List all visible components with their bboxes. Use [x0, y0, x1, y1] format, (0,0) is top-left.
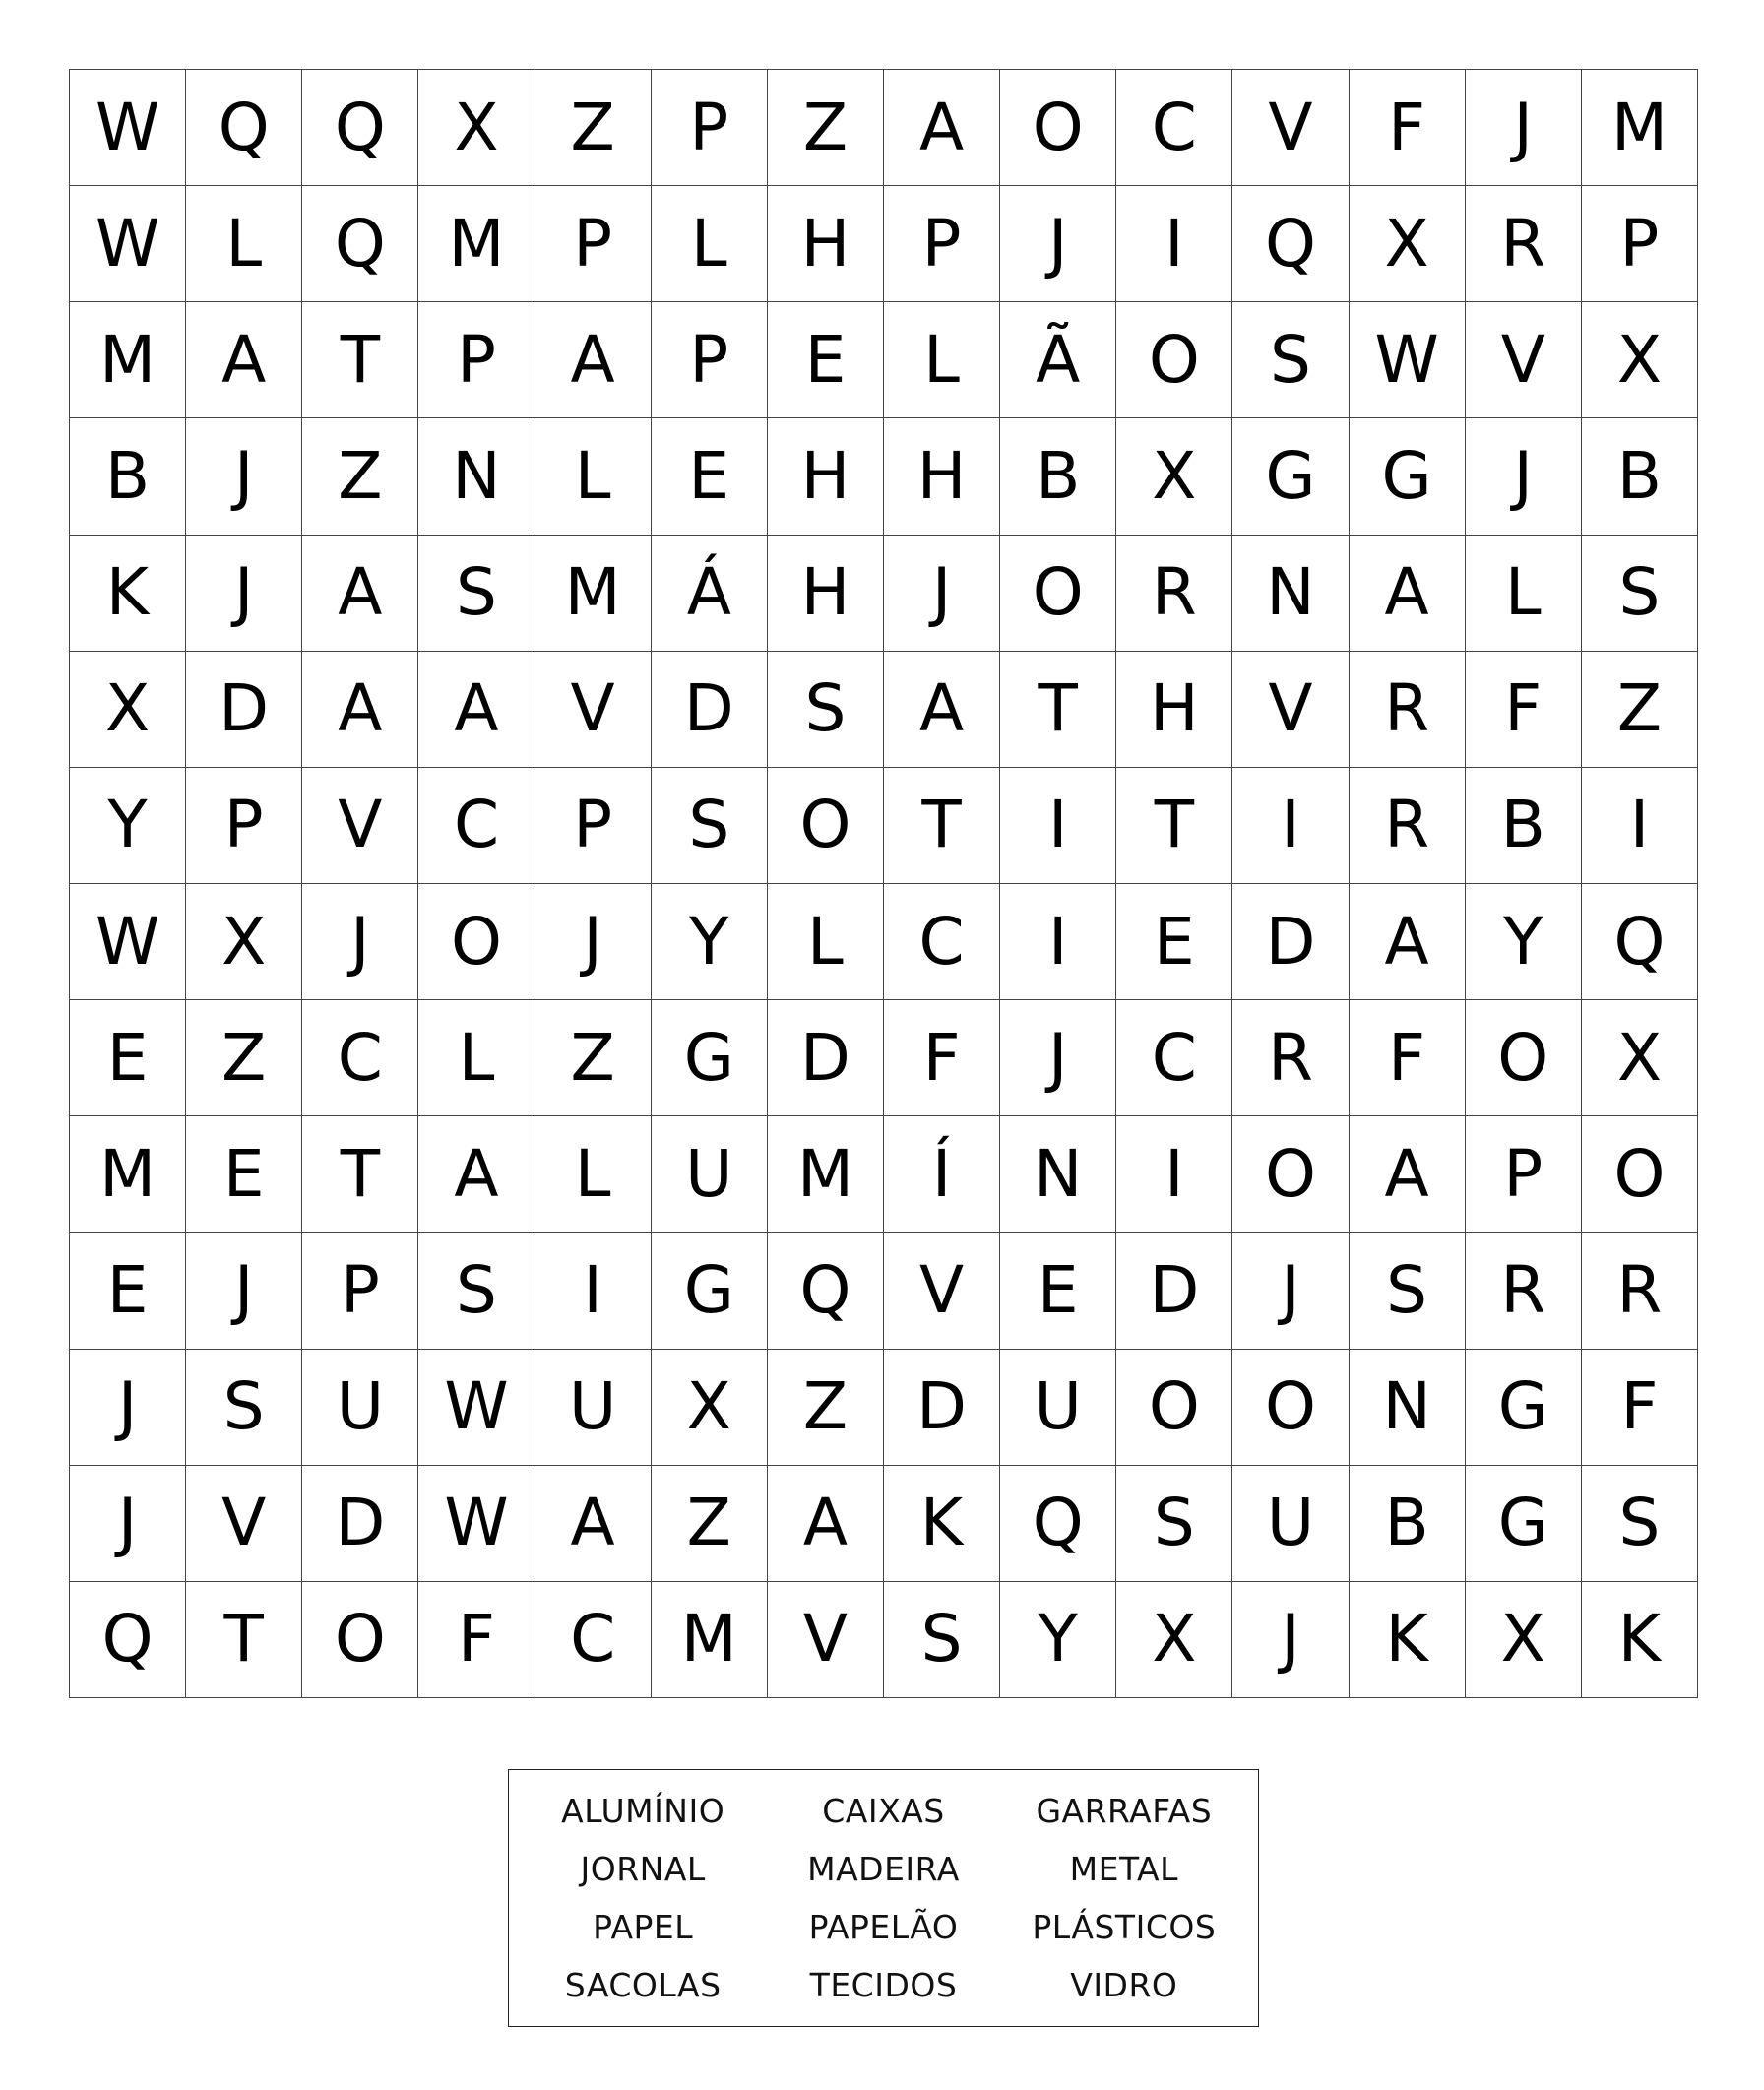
grid-cell[interactable]: T [302, 1116, 418, 1233]
grid-cell[interactable]: T [1116, 768, 1232, 884]
grid-cell[interactable]: D [1232, 884, 1349, 1000]
grid-cell[interactable]: X [1116, 418, 1232, 535]
grid-cell[interactable]: L [1466, 536, 1582, 652]
grid-cell[interactable]: R [1350, 768, 1466, 884]
grid-cell[interactable]: J [186, 536, 302, 652]
grid-cell[interactable]: X [186, 884, 302, 1000]
grid-cell[interactable]: S [884, 1582, 1000, 1698]
grid-cell[interactable]: Z [536, 70, 652, 186]
grid-cell[interactable]: O [1116, 302, 1232, 418]
grid-cell[interactable]: D [652, 652, 768, 768]
grid-cell[interactable]: Q [1232, 186, 1349, 302]
grid-cell[interactable]: P [1582, 186, 1698, 302]
grid-cell[interactable]: O [1000, 70, 1116, 186]
grid-cell[interactable]: K [1582, 1582, 1698, 1698]
word-search-grid [69, 69, 1698, 1698]
grid-cell[interactable]: Á [652, 536, 768, 652]
grid-cell[interactable]: Q [302, 70, 418, 186]
grid-cell[interactable]: V [768, 1582, 884, 1698]
grid-cell[interactable]: Q [70, 1582, 186, 1698]
grid-cell[interactable]: A [302, 652, 418, 768]
grid-cell[interactable]: G [1466, 1350, 1582, 1466]
grid-cell[interactable]: Z [768, 70, 884, 186]
grid-cell[interactable]: J [302, 884, 418, 1000]
grid-cell[interactable]: A [302, 536, 418, 652]
grid-cell[interactable]: O [1232, 1350, 1349, 1466]
grid-cell[interactable]: A [418, 652, 535, 768]
grid-cell[interactable]: P [536, 768, 652, 884]
grid-cell[interactable]: H [1116, 652, 1232, 768]
grid-cell[interactable]: V [302, 768, 418, 884]
grid-cell[interactable]: X [1116, 1582, 1232, 1698]
grid-cell[interactable]: A [536, 1466, 652, 1582]
grid-cell[interactable]: Z [1582, 652, 1698, 768]
grid-cell[interactable]: F [1350, 70, 1466, 186]
grid-cell[interactable]: T [186, 1582, 302, 1698]
grid-cell[interactable]: C [418, 768, 535, 884]
grid-cell[interactable]: B [1000, 418, 1116, 535]
grid-cell[interactable]: E [1000, 1233, 1116, 1349]
grid-cell[interactable]: U [302, 1350, 418, 1466]
grid-cell[interactable]: H [884, 418, 1000, 535]
grid-cell[interactable]: C [1116, 1000, 1232, 1116]
grid-cell[interactable]: E [70, 1000, 186, 1116]
grid-cell[interactable]: M [768, 1116, 884, 1233]
grid-cell[interactable]: H [768, 418, 884, 535]
grid-cell[interactable]: P [536, 186, 652, 302]
grid-cell[interactable]: O [1466, 1000, 1582, 1116]
grid-cell[interactable]: Y [70, 768, 186, 884]
grid-cell[interactable]: A [418, 1116, 535, 1233]
grid-cell[interactable]: M [1582, 70, 1698, 186]
grid-cell[interactable]: C [302, 1000, 418, 1116]
grid-cell[interactable]: M [70, 1116, 186, 1233]
grid-cell[interactable]: E [70, 1233, 186, 1349]
grid-cell[interactable]: O [418, 884, 535, 1000]
grid-cell[interactable]: R [1232, 1000, 1349, 1116]
grid-cell[interactable]: U [536, 1350, 652, 1466]
grid-cell[interactable]: A [884, 70, 1000, 186]
grid-cell[interactable]: H [768, 186, 884, 302]
word-list-item: PLÁSTICOS [1032, 1908, 1217, 1946]
grid-cell[interactable]: J [70, 1350, 186, 1466]
grid-cell[interactable]: F [884, 1000, 1000, 1116]
grid-cell[interactable]: J [1232, 1233, 1349, 1349]
grid-cell[interactable]: V [1232, 70, 1349, 186]
grid-cell[interactable]: S [1350, 1233, 1466, 1349]
grid-cell[interactable]: F [1582, 1350, 1698, 1466]
grid-cell[interactable]: C [884, 884, 1000, 1000]
grid-cell[interactable]: G [1232, 418, 1349, 535]
grid-cell[interactable]: L [652, 186, 768, 302]
grid-cell[interactable]: A [1350, 1116, 1466, 1233]
grid-cell[interactable]: L [536, 1116, 652, 1233]
grid-cell[interactable]: S [186, 1350, 302, 1466]
word-list-box [508, 1769, 1259, 2027]
grid-cell[interactable]: L [884, 302, 1000, 418]
grid-cell[interactable]: I [536, 1233, 652, 1349]
grid-cell[interactable]: X [1466, 1582, 1582, 1698]
grid-cell[interactable]: X [70, 652, 186, 768]
grid-cell[interactable]: L [768, 884, 884, 1000]
grid-cell[interactable]: Z [652, 1466, 768, 1582]
grid-cell[interactable]: L [186, 186, 302, 302]
grid-cell[interactable]: S [1582, 536, 1698, 652]
grid-cell[interactable]: D [884, 1350, 1000, 1466]
grid-cell[interactable]: K [70, 536, 186, 652]
grid-cell[interactable]: Y [1466, 884, 1582, 1000]
grid-cell[interactable]: Q [768, 1233, 884, 1349]
grid-cell[interactable]: Q [302, 186, 418, 302]
grid-cell[interactable]: P [418, 302, 535, 418]
grid-cell[interactable]: X [652, 1350, 768, 1466]
word-list-item: JORNAL [580, 1850, 706, 1888]
grid-cell[interactable]: X [1350, 186, 1466, 302]
word-list-item: MADEIRA [807, 1850, 960, 1888]
grid-cell[interactable]: X [1582, 302, 1698, 418]
word-list-item: GARRAFAS [1036, 1792, 1213, 1830]
grid-cell[interactable]: M [418, 186, 535, 302]
grid-cell[interactable]: S [1582, 1466, 1698, 1582]
grid-cell[interactable]: D [302, 1466, 418, 1582]
word-list-item: TECIDOS [809, 1966, 958, 2004]
grid-cell[interactable]: A [1350, 536, 1466, 652]
word-list-item: METAL [1069, 1850, 1179, 1888]
grid-cell[interactable]: P [652, 302, 768, 418]
grid-cell[interactable]: Í [884, 1116, 1000, 1233]
word-list-item: PAPEL [593, 1908, 694, 1946]
grid-cell[interactable]: G [1466, 1466, 1582, 1582]
grid-cell[interactable]: U [652, 1116, 768, 1233]
grid-cell[interactable]: T [884, 768, 1000, 884]
grid-cell[interactable]: L [418, 1000, 535, 1116]
grid-cell[interactable]: K [1350, 1582, 1466, 1698]
word-list-item: ALUMÍNIO [561, 1792, 725, 1830]
grid-cell[interactable]: J [1000, 186, 1116, 302]
grid-cell[interactable]: V [186, 1466, 302, 1582]
grid-cell[interactable]: M [536, 536, 652, 652]
grid-cell[interactable]: J [1466, 70, 1582, 186]
grid-cell[interactable]: F [1350, 1000, 1466, 1116]
grid-cell[interactable]: W [1350, 302, 1466, 418]
grid-cell[interactable]: G [1350, 418, 1466, 535]
grid-cell[interactable]: O [768, 768, 884, 884]
grid-cell[interactable]: V [1232, 652, 1349, 768]
grid-cell[interactable]: W [418, 1350, 535, 1466]
grid-cell[interactable]: S [652, 768, 768, 884]
grid-cell[interactable]: S [1232, 302, 1349, 418]
grid-cell[interactable]: C [536, 1582, 652, 1698]
grid-cell[interactable]: G [652, 1233, 768, 1349]
grid-cell[interactable]: S [418, 536, 535, 652]
grid-cell[interactable]: L [536, 418, 652, 535]
grid-cell[interactable]: D [1116, 1233, 1232, 1349]
grid-cell[interactable]: Y [1000, 1582, 1116, 1698]
grid-cell[interactable]: R [1466, 186, 1582, 302]
grid-cell[interactable]: P [1466, 1116, 1582, 1233]
grid-cell[interactable]: S [418, 1233, 535, 1349]
grid-cell[interactable]: I [1582, 768, 1698, 884]
grid-cell[interactable]: E [768, 302, 884, 418]
grid-cell[interactable]: O [302, 1582, 418, 1698]
grid-cell[interactable]: R [1582, 1233, 1698, 1349]
grid-cell[interactable]: B [1466, 768, 1582, 884]
grid-cell[interactable]: O [1000, 536, 1116, 652]
grid-cell[interactable]: J [186, 418, 302, 535]
grid-cell[interactable]: O [1232, 1116, 1349, 1233]
grid-cell[interactable]: A [768, 1466, 884, 1582]
grid-cell[interactable]: C [1116, 70, 1232, 186]
grid-cell[interactable]: J [536, 884, 652, 1000]
grid-cell[interactable]: K [884, 1466, 1000, 1582]
word-list-item: SACOLAS [564, 1966, 722, 2004]
grid-cell[interactable]: P [884, 186, 1000, 302]
grid-cell[interactable]: Z [536, 1000, 652, 1116]
grid-cell[interactable]: J [1466, 418, 1582, 535]
grid-cell[interactable]: J [1232, 1582, 1349, 1698]
grid-cell[interactable]: D [768, 1000, 884, 1116]
grid-cell[interactable]: E [652, 418, 768, 535]
grid-cell[interactable]: V [884, 1233, 1000, 1349]
grid-cell[interactable]: U [1232, 1466, 1349, 1582]
grid-cell[interactable]: W [70, 186, 186, 302]
grid-cell[interactable]: D [186, 652, 302, 768]
grid-cell[interactable]: Z [186, 1000, 302, 1116]
grid-cell[interactable]: P [652, 70, 768, 186]
grid-cell[interactable]: I [1116, 186, 1232, 302]
grid-cell[interactable]: T [302, 302, 418, 418]
grid-cell[interactable]: B [70, 418, 186, 535]
grid-cell[interactable]: N [418, 418, 535, 535]
grid-cell[interactable]: P [302, 1233, 418, 1349]
word-list-item: CAIXAS [822, 1792, 945, 1830]
grid-cell[interactable]: A [536, 302, 652, 418]
grid-cell[interactable]: J [70, 1466, 186, 1582]
grid-cell[interactable]: O [1116, 1350, 1232, 1466]
grid-cell[interactable]: M [652, 1582, 768, 1698]
grid-cell[interactable]: S [1116, 1466, 1232, 1582]
grid-cell[interactable]: W [70, 70, 186, 186]
grid-cell[interactable]: I [1232, 768, 1349, 884]
grid-cell[interactable]: I [1000, 884, 1116, 1000]
grid-cell[interactable]: P [186, 768, 302, 884]
grid-cell[interactable]: H [768, 536, 884, 652]
grid-cell[interactable]: A [884, 652, 1000, 768]
grid-cell[interactable]: J [1000, 1000, 1116, 1116]
grid-cell[interactable]: G [652, 1000, 768, 1116]
grid-cell[interactable]: X [418, 70, 535, 186]
grid-cell[interactable]: I [1116, 1116, 1232, 1233]
grid-cell[interactable]: R [1116, 536, 1232, 652]
grid-cell[interactable]: T [1000, 652, 1116, 768]
grid-cell[interactable]: Y [652, 884, 768, 1000]
grid-cell[interactable]: U [1000, 1350, 1116, 1466]
grid-cell[interactable]: E [186, 1116, 302, 1233]
grid-cell[interactable]: N [1350, 1350, 1466, 1466]
word-list-item: VIDRO [1070, 1966, 1178, 2004]
grid-cell[interactable]: J [884, 536, 1000, 652]
grid-cell[interactable]: R [1350, 652, 1466, 768]
grid-cell[interactable]: V [536, 652, 652, 768]
grid-cell[interactable]: N [1000, 1116, 1116, 1233]
grid-cell[interactable]: W [418, 1466, 535, 1582]
grid-cell[interactable]: Q [1582, 884, 1698, 1000]
grid-cell[interactable]: N [1232, 536, 1349, 652]
grid-cell[interactable]: E [1116, 884, 1232, 1000]
grid-cell[interactable]: A [186, 302, 302, 418]
grid-cell[interactable]: J [186, 1233, 302, 1349]
grid-cell[interactable]: I [1000, 768, 1116, 884]
grid-cell[interactable]: B [1350, 1466, 1466, 1582]
grid-cell[interactable]: Q [1000, 1466, 1116, 1582]
grid-cell[interactable]: Z [302, 418, 418, 535]
grid-cell[interactable]: X [1582, 1000, 1698, 1116]
word-list-item: PAPELÃO [808, 1908, 959, 1946]
grid-cell[interactable]: R [1466, 1233, 1582, 1349]
grid-cell[interactable]: F [418, 1582, 535, 1698]
grid-cell[interactable]: Q [186, 70, 302, 186]
grid-cell[interactable]: F [1466, 652, 1582, 768]
grid-cell[interactable]: O [1582, 1116, 1698, 1233]
grid-cell[interactable]: Ã [1000, 302, 1116, 418]
grid-cell[interactable]: Z [768, 1350, 884, 1466]
grid-cell[interactable]: W [70, 884, 186, 1000]
grid-cell[interactable]: S [768, 652, 884, 768]
grid-cell[interactable]: V [1466, 302, 1582, 418]
grid-cell[interactable]: A [1350, 884, 1466, 1000]
grid-cell[interactable]: B [1582, 418, 1698, 535]
grid-cell[interactable]: M [70, 302, 186, 418]
